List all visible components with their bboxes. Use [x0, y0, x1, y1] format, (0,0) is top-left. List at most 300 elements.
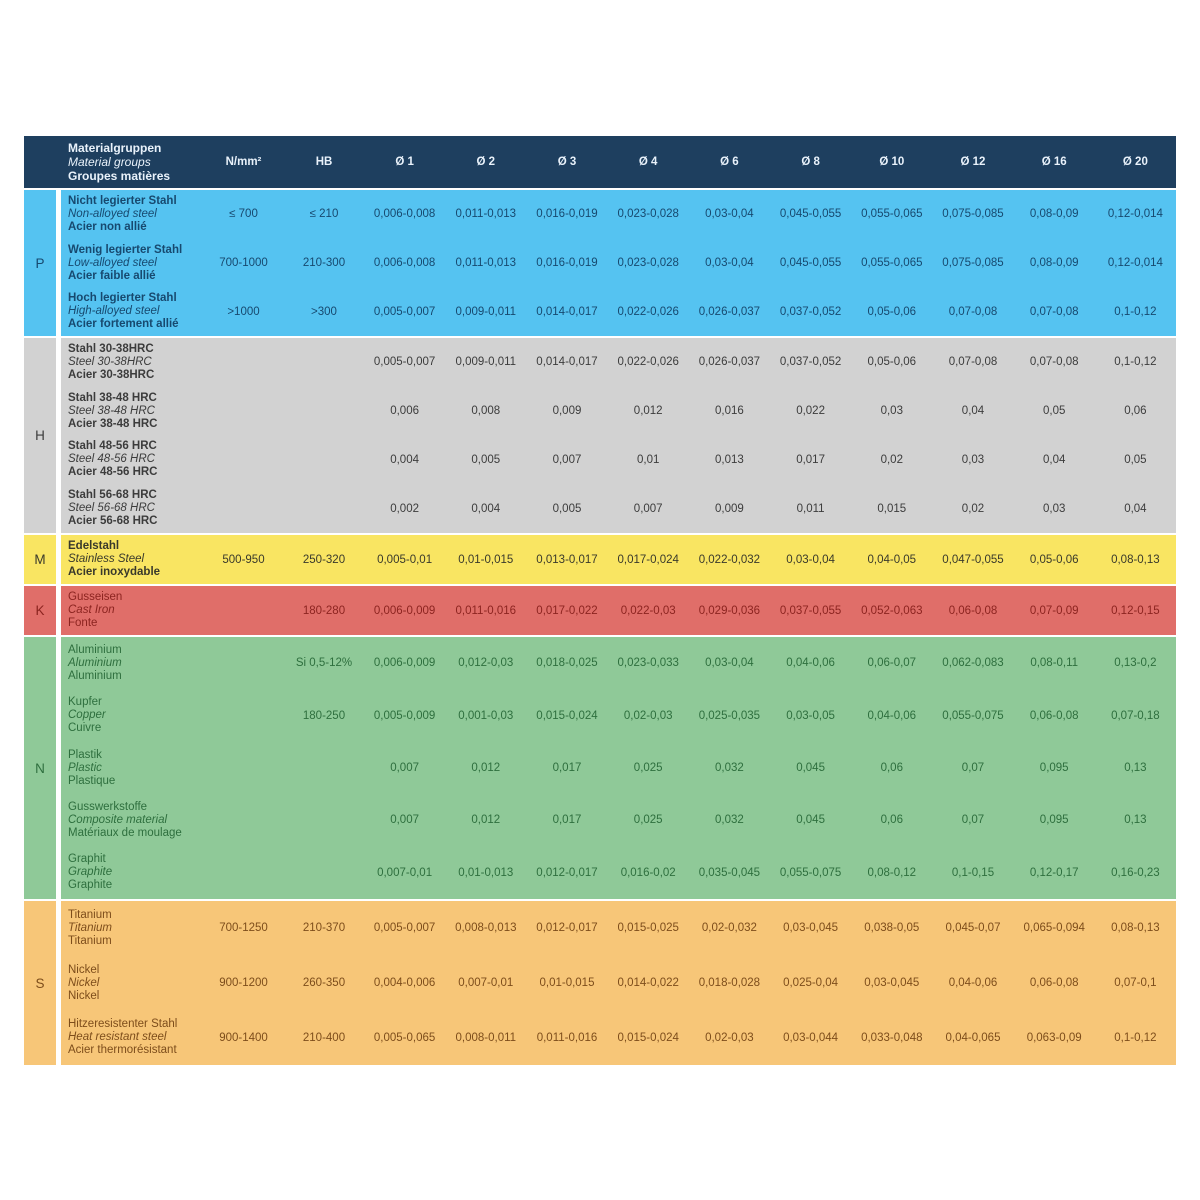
material-name-de: Plastik — [68, 748, 102, 761]
feed-value-cell: 0,004-0,006 — [373, 977, 436, 989]
material-name-de: Gusseisen — [68, 591, 123, 603]
material-name-en: Low-alloyed steel — [68, 256, 157, 269]
material-name — [61, 853, 203, 892]
material-name-de: Nickel — [68, 963, 100, 976]
material-row — [61, 1010, 1176, 1065]
feed-value-cell: 0,047-0,055 — [942, 553, 1004, 566]
feed-value-cell: 0,08-0,11 — [1030, 657, 1079, 670]
feed-value-cell: 0,015-0,024 — [536, 709, 598, 722]
feed-value-cell: 0,13-0,2 — [1114, 657, 1157, 670]
feed-value-cell: 0,03 — [880, 405, 903, 418]
feed-value-cell: 0,03-0,04 — [705, 657, 754, 670]
feed-value-cell: 0,006 — [390, 405, 419, 418]
feed-value-cell: 0,06-0,08 — [948, 604, 998, 617]
material-name-de: Titanium — [68, 908, 112, 921]
feed-value-cell: 0,05-0,06 — [867, 305, 917, 318]
feed-value-cell: 0,012 — [471, 814, 501, 827]
nmm2-cell: 900-1200 — [219, 977, 268, 989]
section-K — [24, 586, 1176, 635]
material-name-fr: Fonte — [68, 617, 98, 629]
material-name-fr: Graphite — [68, 879, 113, 892]
feed-value-cell: 0,001-0,03 — [458, 709, 514, 722]
feed-value-cell: 0,025 — [633, 762, 663, 775]
feed-value-cell: 0,07 — [961, 762, 985, 775]
column-header-diameter: Ø 12 — [960, 156, 986, 168]
feed-value-cell: 0,007-0,01 — [377, 866, 433, 879]
material-row — [61, 239, 1176, 288]
feed-value-cell: 0,1-0,12 — [1114, 305, 1157, 318]
section-rows — [61, 190, 1176, 336]
feed-value-cell: 0,06 — [880, 814, 903, 827]
material-name-fr: Acier faible allié — [68, 269, 156, 282]
feed-value-cell: 0,015-0,024 — [617, 1031, 679, 1044]
feed-value-cell: 0,07 — [961, 814, 985, 827]
feed-value-cell: 0,065-0,094 — [1023, 922, 1085, 935]
feed-value-cell: 0,06-0,07 — [867, 657, 917, 670]
feed-value-cell: 0,01-0,015 — [458, 553, 514, 566]
material-row — [61, 535, 1176, 584]
feed-value-cell: 0,04-0,065 — [945, 1031, 1001, 1044]
material-name — [61, 1018, 203, 1057]
feed-value-cell: 0,04-0,06 — [786, 657, 835, 670]
title-line-fr: Groupes matières — [68, 169, 171, 183]
nmm2-cell: >1000 — [227, 305, 260, 318]
feed-value-cell: 0,025-0,035 — [698, 709, 761, 722]
material-name — [61, 440, 203, 479]
feed-value-cell: 0,004 — [390, 453, 419, 466]
feed-value-cell: 0,032 — [715, 814, 744, 827]
feed-value-cell: 0,13 — [1124, 814, 1147, 827]
material-name-en: Cast Iron — [68, 604, 115, 616]
feed-value-cell: 0,015-0,025 — [617, 922, 679, 935]
section-rows — [61, 338, 1176, 533]
column-header-diameter: Ø 3 — [557, 156, 577, 168]
material-row — [61, 901, 1176, 956]
material-name — [61, 540, 203, 579]
material-row — [61, 689, 1176, 741]
feed-value-cell: 0,06 — [880, 762, 903, 775]
feed-value-cell: 0,12-0,014 — [1107, 257, 1163, 269]
feed-value-cell: 0,13 — [1124, 762, 1147, 775]
feed-value-cell: 0,12-0,17 — [1029, 866, 1079, 879]
material-name-de: Stahl 30-38HRC — [68, 342, 154, 355]
feed-value-cell: 0,08-0,13 — [1111, 553, 1160, 566]
material-name — [61, 644, 203, 683]
material-name-en: Titanium — [68, 921, 112, 934]
material-name-de: Nicht legierter Stahl — [68, 194, 177, 207]
feed-value-cell: 0,037-0,052 — [779, 356, 842, 369]
feed-value-cell: 0,063-0,09 — [1026, 1031, 1082, 1044]
nmm2-cell: 700-1000 — [219, 257, 268, 269]
feed-value-cell: 0,03-0,04 — [705, 208, 754, 221]
material-name-en: Composite material — [68, 813, 168, 826]
feed-value-cell: 0,006-0,008 — [373, 257, 436, 269]
material-name-fr: Acier non allié — [68, 220, 147, 233]
feed-value-cell: 0,018-0,025 — [536, 657, 598, 670]
material-name — [61, 292, 203, 331]
material-name-fr: Titanium — [68, 934, 112, 947]
material-name — [61, 801, 203, 840]
feed-value-cell: 0,022-0,026 — [617, 356, 679, 369]
feed-value-cell: 0,005 — [552, 502, 582, 515]
feed-value-cell: 0,055-0,065 — [861, 208, 923, 221]
hb-cell: 210-370 — [302, 922, 346, 935]
material-name-en: Steel 48-56 HRC — [68, 453, 155, 466]
material-name-de: Stahl 48-56 HRC — [68, 440, 157, 453]
feed-value-cell: 0,022-0,032 — [698, 553, 761, 566]
feed-value-cell: 0,011 — [796, 502, 825, 515]
feed-value-cell: 0,02 — [961, 502, 985, 515]
feed-value-cell: 0,1-0,12 — [1114, 356, 1157, 369]
header-corner — [24, 136, 56, 188]
feed-value-cell: 0,03-0,045 — [864, 977, 920, 989]
feed-value-cell: 0,007-0,01 — [458, 977, 514, 989]
feed-value-cell: 0,038-0,05 — [864, 922, 920, 935]
feed-value-cell: 0,1-0,12 — [1114, 1031, 1157, 1044]
material-name-en: Plastic — [68, 761, 102, 774]
material-name-en: Steel 38-48 HRC — [68, 404, 155, 417]
feed-value-cell: 0,12-0,014 — [1107, 208, 1163, 221]
column-header-diameter: Ø 20 — [1122, 156, 1148, 168]
feed-value-cell: 0,023-0,028 — [617, 208, 679, 221]
material-name-de: Edelstahl — [68, 540, 120, 552]
feed-value-cell: 0,033-0,048 — [861, 1031, 923, 1044]
feed-value-cell: 0,045-0,07 — [945, 922, 1001, 935]
feed-value-cell: 0,045-0,055 — [779, 208, 842, 221]
feed-value-cell: 0,08-0,09 — [1029, 208, 1079, 221]
feed-value-cell: 0,009-0,011 — [455, 305, 517, 318]
hb-cell: ≤ 210 — [309, 208, 339, 221]
material-name-de: Hitzeresistenter Stahl — [68, 1018, 178, 1031]
feed-value-cell: 0,022-0,03 — [620, 604, 676, 617]
material-name-de: Kupfer — [68, 696, 102, 709]
material-row — [61, 436, 1176, 485]
material-name-de: Graphit — [68, 853, 106, 866]
hb-cell: 260-350 — [302, 977, 346, 989]
feed-value-cell: 0,02 — [880, 453, 903, 466]
feed-value-cell: 0,008 — [471, 405, 501, 418]
feed-value-cell: 0,002 — [390, 502, 419, 515]
material-name — [61, 489, 203, 528]
column-header-diameter: Ø 6 — [720, 156, 739, 168]
feed-value-cell: 0,006-0,008 — [373, 208, 436, 221]
feed-value-cell: 0,08-0,12 — [867, 866, 917, 879]
feed-value-cell: 0,025 — [633, 814, 663, 827]
feed-value-cell: 0,007 — [390, 762, 419, 775]
material-name-de: Wenig legierter Stahl — [68, 243, 183, 256]
feed-value-cell: 0,055-0,075 — [942, 709, 1004, 722]
feed-value-cell: 0,01-0,015 — [539, 977, 595, 989]
feed-value-cell: 0,008-0,013 — [455, 922, 517, 935]
feed-value-cell: 0,08-0,09 — [1029, 257, 1079, 269]
feed-value-cell: 0,007 — [390, 814, 419, 827]
nmm2-cell: 700-1250 — [219, 922, 268, 935]
material-name-fr: Aluminium — [68, 669, 122, 682]
material-name-en: Steel 30-38HRC — [68, 355, 152, 368]
feed-value-cell: 0,004 — [471, 502, 501, 515]
material-row — [61, 586, 1176, 635]
feed-value-cell: 0,016-0,02 — [620, 866, 676, 879]
nmm2-cell: 500-950 — [222, 553, 265, 566]
hb-cell: 180-250 — [302, 709, 346, 722]
feed-value-cell: 0,005-0,007 — [373, 305, 436, 318]
feed-value-cell: 0,011-0,013 — [455, 257, 517, 269]
feed-value-cell: 0,045 — [796, 762, 825, 775]
feed-value-cell: 0,017-0,024 — [617, 553, 679, 566]
feed-value-cell: 0,029-0,036 — [698, 604, 761, 617]
material-name-fr: Acier 30-38HRC — [68, 368, 155, 381]
feed-value-cell: 0,095 — [1039, 762, 1069, 775]
feed-value-cell: 0,035-0,045 — [698, 866, 761, 879]
feed-value-cell: 0,037-0,052 — [779, 305, 842, 318]
material-name-en: Non-alloyed steel — [68, 207, 157, 220]
column-header-diameter: Ø 4 — [638, 156, 658, 168]
feed-value-cell: 0,017 — [552, 814, 582, 827]
feed-value-cell: 0,12-0,15 — [1111, 604, 1160, 617]
feed-value-cell: 0,026-0,037 — [698, 305, 761, 318]
feed-value-cell: 0,04 — [961, 405, 985, 418]
feed-value-cell: 0,03 — [1043, 502, 1066, 515]
feed-value-cell: 0,03-0,044 — [783, 1031, 839, 1044]
feed-value-cell: 0,02-0,03 — [623, 709, 673, 722]
material-name — [61, 392, 203, 431]
material-name — [61, 749, 203, 788]
feed-value-cell: 0,005-0,009 — [373, 709, 436, 722]
material-name-fr: Acier 48-56 HRC — [68, 466, 158, 479]
section-letter: K — [24, 586, 56, 635]
feed-value-cell: 0,07-0,1 — [1114, 977, 1157, 989]
feed-value-cell: 0,009 — [715, 502, 744, 515]
material-name-fr: Cuivre — [68, 722, 102, 735]
material-row — [61, 338, 1176, 387]
column-header-nmm2: N/mm² — [225, 156, 262, 168]
material-row — [61, 287, 1176, 336]
hb-cell: Si 0,5-12% — [295, 657, 353, 670]
material-name-en: Aluminium — [68, 656, 122, 669]
feed-value-cell: 0,05-0,06 — [1029, 553, 1079, 566]
feed-value-cell: 0,075-0,085 — [942, 208, 1004, 221]
material-feed-table — [24, 136, 1176, 1065]
section-rows — [61, 535, 1176, 584]
material-name-fr: Acier fortement allié — [68, 318, 179, 331]
column-header-diameter: Ø 16 — [1041, 156, 1067, 168]
feed-value-cell: 0,03-0,04 — [786, 553, 835, 566]
hb-cell: 210-300 — [302, 257, 346, 269]
feed-value-cell: 0,005-0,065 — [373, 1031, 436, 1044]
feed-value-cell: 0,011-0,013 — [455, 208, 517, 221]
section-letter: H — [24, 338, 56, 533]
material-name — [61, 244, 203, 283]
feed-value-cell: 0,07-0,18 — [1111, 709, 1160, 722]
feed-value-cell: 0,017-0,022 — [536, 604, 598, 617]
header-columns — [61, 136, 1176, 188]
section-letter: N — [24, 637, 56, 899]
section-letter: P — [24, 190, 56, 336]
feed-value-cell: 0,005-0,007 — [373, 922, 436, 935]
title-line-de: Materialgruppen — [68, 141, 162, 155]
feed-value-cell: 0,013 — [715, 453, 744, 466]
material-name-en: Stainless Steel — [68, 553, 145, 565]
feed-value-cell: 0,013-0,017 — [536, 553, 598, 566]
material-name-de: Hoch legierter Stahl — [68, 292, 177, 305]
feed-value-cell: 0,095 — [1039, 814, 1069, 827]
feed-value-cell: 0,04 — [1043, 453, 1066, 466]
material-name-en: Steel 56-68 HRC — [68, 502, 155, 515]
material-row — [61, 387, 1176, 436]
hb-cell: >300 — [311, 305, 337, 318]
feed-value-cell: 0,017 — [796, 453, 825, 466]
feed-value-cell: 0,05-0,06 — [867, 356, 917, 369]
column-header-diameter: Ø 2 — [476, 156, 496, 168]
feed-value-cell: 0,04-0,06 — [948, 977, 998, 989]
column-header-diameter: Ø 8 — [801, 156, 820, 168]
feed-value-cell: 0,007 — [552, 453, 582, 466]
feed-value-cell: 0,03-0,05 — [786, 709, 835, 722]
feed-value-cell: 0,02-0,032 — [701, 922, 757, 935]
feed-value-cell: 0,032 — [715, 762, 744, 775]
feed-value-cell: 0,045 — [796, 814, 825, 827]
material-name-fr: Acier 56-68 HRC — [68, 515, 158, 528]
material-name — [61, 195, 203, 234]
feed-value-cell: 0,04 — [1124, 502, 1147, 515]
section-S — [24, 901, 1176, 1065]
feed-value-cell: 0,055-0,075 — [779, 866, 842, 879]
material-name-fr: Acier 38-48 HRC — [68, 417, 158, 430]
feed-value-cell: 0,005 — [471, 453, 501, 466]
feed-value-cell: 0,045-0,055 — [779, 257, 842, 269]
feed-value-cell: 0,08-0,13 — [1111, 922, 1160, 935]
section-P — [24, 190, 1176, 336]
feed-value-cell: 0,006-0,009 — [373, 657, 436, 670]
column-header-diameter: Ø 1 — [395, 156, 414, 168]
feed-value-cell: 0,017 — [552, 762, 582, 775]
feed-value-cell: 0,012 — [471, 762, 501, 775]
feed-value-cell: 0,006-0,009 — [373, 604, 436, 617]
material-name — [61, 964, 203, 1003]
feed-value-cell: 0,07-0,08 — [948, 305, 998, 318]
feed-value-cell: 0,07-0,08 — [1029, 356, 1079, 369]
feed-value-cell: 0,005-0,007 — [373, 356, 436, 369]
material-name-de: Gusswerkstoffe — [68, 800, 148, 813]
material-row — [61, 956, 1176, 1011]
table-header — [24, 136, 1176, 188]
feed-value-cell: 0,16-0,23 — [1111, 866, 1160, 879]
material-row — [61, 847, 1176, 899]
feed-value-cell: 0,07-0,09 — [1029, 604, 1079, 617]
feed-value-cell: 0,03 — [961, 453, 985, 466]
feed-value-cell: 0,014-0,017 — [536, 356, 598, 369]
feed-value-cell: 0,022 — [796, 405, 825, 418]
section-N — [24, 637, 1176, 899]
feed-value-cell: 0,05 — [1043, 405, 1066, 418]
section-rows — [61, 901, 1176, 1065]
material-name — [61, 909, 203, 948]
material-name-en: Graphite — [68, 866, 113, 879]
feed-value-cell: 0,009 — [552, 405, 582, 418]
feed-value-cell: 0,04-0,06 — [867, 709, 917, 722]
feed-value-cell: 0,022-0,026 — [617, 305, 679, 318]
feed-value-cell: 0,03-0,045 — [783, 922, 839, 935]
material-row — [61, 794, 1176, 846]
feed-value-cell: 0,008-0,011 — [455, 1031, 517, 1044]
feed-value-cell: 0,01 — [637, 453, 660, 466]
material-name-de: Stahl 38-48 HRC — [68, 391, 157, 404]
feed-value-cell: 0,06 — [1124, 405, 1147, 418]
material-name — [61, 343, 203, 382]
material-name — [61, 591, 203, 630]
feed-value-cell: 0,03-0,04 — [705, 257, 754, 269]
feed-value-cell: 0,016 — [715, 405, 744, 418]
material-row — [61, 637, 1176, 689]
feed-value-cell: 0,012-0,017 — [536, 922, 598, 935]
material-row — [61, 190, 1176, 239]
feed-value-cell: 0,026-0,037 — [698, 356, 761, 369]
feed-value-cell: 0,023-0,028 — [617, 257, 679, 269]
hb-cell: 250-320 — [302, 553, 346, 566]
feed-value-cell: 0,014-0,022 — [617, 977, 679, 989]
feed-value-cell: 0,075-0,085 — [942, 257, 1004, 269]
feed-value-cell: 0,012-0,03 — [458, 657, 514, 670]
material-row — [61, 484, 1176, 533]
feed-value-cell: 0,012-0,017 — [536, 866, 598, 879]
feed-value-cell: 0,01-0,013 — [458, 866, 514, 879]
feed-value-cell: 0,037-0,055 — [779, 604, 842, 617]
feed-value-cell: 0,011-0,016 — [536, 1031, 598, 1044]
column-header-hb: HB — [315, 156, 333, 168]
material-name-fr: Nickel — [68, 989, 100, 1002]
material-name-en: Copper — [68, 709, 106, 722]
material-name-fr: Acier thermorésistant — [68, 1044, 177, 1057]
feed-value-cell: 0,07-0,08 — [948, 356, 998, 369]
section-M — [24, 535, 1176, 584]
feed-value-cell: 0,016-0,019 — [536, 257, 598, 269]
feed-value-cell: 0,015 — [877, 502, 907, 515]
material-name-fr: Acier inoxydable — [68, 566, 161, 578]
feed-value-cell: 0,007 — [633, 502, 663, 515]
feed-value-cell: 0,06-0,08 — [1029, 977, 1079, 989]
feed-value-cell: 0,05 — [1124, 453, 1147, 466]
title-line-en: Material groups — [68, 155, 151, 169]
section-letter: M — [24, 535, 56, 584]
feed-value-cell: 0,02-0,03 — [705, 1031, 754, 1044]
feed-value-cell: 0,07-0,08 — [1029, 305, 1079, 318]
material-name-en: Nickel — [68, 976, 100, 989]
material-name-en: High-alloyed steel — [68, 305, 160, 318]
material-name-de: Stahl 56-68 HRC — [68, 489, 157, 502]
section-H — [24, 338, 1176, 533]
feed-value-cell: 0,014-0,017 — [536, 305, 598, 318]
feed-value-cell: 0,04-0,05 — [867, 553, 917, 566]
nmm2-cell: ≤ 700 — [229, 208, 258, 221]
feed-value-cell: 0,1-0,15 — [951, 866, 995, 879]
hb-cell: 210-400 — [302, 1031, 346, 1044]
feed-value-cell: 0,052-0,063 — [861, 604, 923, 617]
hb-cell: 180-280 — [302, 604, 346, 617]
material-row — [61, 742, 1176, 794]
material-name — [61, 696, 203, 735]
section-rows — [61, 637, 1176, 899]
feed-value-cell: 0,018-0,028 — [698, 977, 761, 989]
feed-value-cell: 0,012 — [633, 405, 663, 418]
material-groups-title — [61, 141, 203, 183]
material-name-en: Heat resistant steel — [68, 1031, 167, 1044]
feed-value-cell: 0,06-0,08 — [1029, 709, 1079, 722]
feed-value-cell: 0,062-0,083 — [942, 657, 1004, 670]
feed-value-cell: 0,016-0,019 — [536, 208, 598, 221]
feed-value-cell: 0,023-0,033 — [617, 657, 679, 670]
material-name-de: Aluminium — [68, 643, 122, 656]
section-letter: S — [24, 901, 56, 1065]
